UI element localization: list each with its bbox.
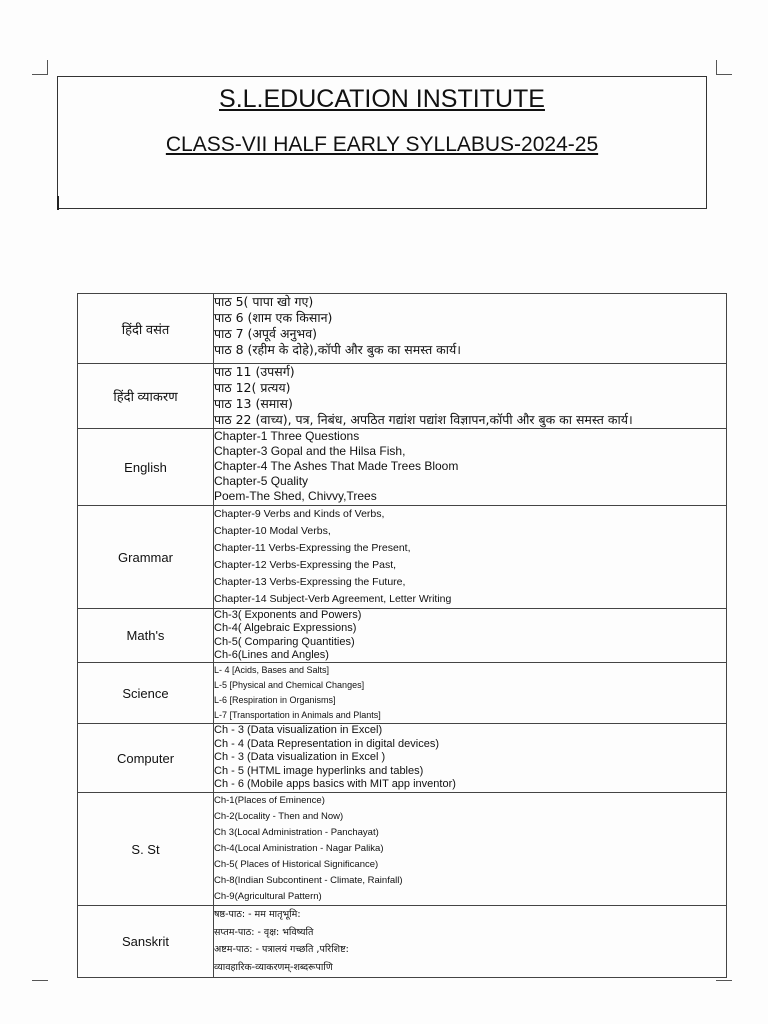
list-item: Chapter-10 Modal Verbs, bbox=[214, 525, 331, 537]
list-item: Poem-The Shed, Chivvy,Trees bbox=[214, 489, 377, 503]
subject-items bbox=[214, 506, 727, 609]
list-item: अष्टम-पाठ: - पत्रालयं गच्छति ,परिशिष्ट: bbox=[214, 944, 349, 956]
syllabus-table bbox=[77, 293, 727, 978]
list-item: पाठ 5( पापा खो गए) bbox=[214, 294, 314, 309]
list-item: पाठ 22 (वाच्य), पत्र, निबंध, अपठित गद्यांश पद्यांश विज्ञापन,कॉपी और बुक का समस्त कार्य। bbox=[214, 412, 633, 427]
subject-items bbox=[214, 724, 727, 793]
list-item: षष्ठ-पाठ: - मम मातृभूमि: bbox=[214, 909, 301, 921]
list-item: L-6 [Respiration in Organisms] bbox=[214, 695, 336, 706]
table-row bbox=[78, 793, 727, 906]
subject-items bbox=[214, 364, 727, 429]
table-row bbox=[78, 663, 727, 724]
header-box bbox=[57, 76, 707, 209]
list-item: व्यावहारिक-व्याकरणम्-शब्दरूपाणि bbox=[214, 961, 333, 973]
institute-title: S.L.EDUCATION INSTITUTE bbox=[219, 85, 545, 113]
list-item: Chapter-11 Verbs-Expressing the Present, bbox=[214, 542, 411, 554]
subject-items bbox=[214, 294, 727, 364]
list-item: पाठ 12( प्रत्यय) bbox=[214, 380, 291, 395]
table-row bbox=[78, 294, 727, 364]
table-row bbox=[78, 429, 727, 506]
subject-name: Sanskrit bbox=[78, 906, 214, 978]
table-row bbox=[78, 724, 727, 793]
subject-items bbox=[214, 609, 727, 663]
list-item: पाठ 7 (अपूर्व अनुभव) bbox=[214, 326, 318, 341]
list-item: Chapter-14 Subject-Verb Agreement, Letter Writing bbox=[214, 593, 452, 605]
list-item: L-7 [Transportation in Animals and Plants] bbox=[214, 710, 381, 721]
subject-name: हिंदी व्याकरण bbox=[78, 364, 214, 429]
list-item: Ch-5( Comparing Quantities) bbox=[214, 635, 355, 648]
table-row bbox=[78, 609, 727, 663]
list-item: L- 4 [Acids, Bases and Salts] bbox=[214, 665, 330, 676]
list-item: Ch-8(Indian Subcontinent - Climate, Rainfall) bbox=[214, 874, 403, 886]
list-item: Chapter-3 Gopal and the Hilsa Fish, bbox=[214, 444, 406, 458]
list-item: पाठ 13 (समास) bbox=[214, 396, 293, 411]
list-item: पाठ 11 (उपसर्ग) bbox=[214, 364, 295, 379]
crop-mark bbox=[32, 980, 48, 981]
list-item: L-5 [Physical and Chemical Changes] bbox=[214, 680, 365, 691]
subject-name: S. St bbox=[78, 793, 214, 906]
list-item: Ch-9(Agricultural Pattern) bbox=[214, 890, 322, 902]
list-item: Ch - 3 (Data visualization in Excel) bbox=[214, 724, 383, 737]
list-item: Ch-2(Locality - Then and Now) bbox=[214, 811, 344, 823]
subject-name: हिंदी वसंत bbox=[78, 294, 214, 364]
subject-items bbox=[214, 429, 727, 506]
list-item: Chapter-9 Verbs and Kinds of Verbs, bbox=[214, 508, 385, 520]
subject-name: Computer bbox=[78, 724, 214, 793]
crop-mark bbox=[32, 74, 48, 75]
text-cursor bbox=[57, 196, 59, 210]
list-item: Ch-4( Algebraic Expressions) bbox=[214, 622, 357, 635]
list-item: Ch - 5 (HTML image hyperlinks and tables) bbox=[214, 764, 424, 777]
subject-items bbox=[214, 663, 727, 724]
table-row bbox=[78, 364, 727, 429]
list-item: Ch - 3 (Data visualization in Excel ) bbox=[214, 751, 386, 764]
subject-name: English bbox=[78, 429, 214, 506]
crop-mark bbox=[716, 980, 732, 981]
list-item: Ch-4(Local Aministration - Nagar Palika) bbox=[214, 842, 384, 854]
list-item: Chapter-12 Verbs-Expressing the Past, bbox=[214, 559, 397, 571]
subject-items bbox=[214, 793, 727, 906]
table-row bbox=[78, 506, 727, 609]
crop-mark bbox=[47, 60, 48, 75]
list-item: पाठ 6 (शाम एक किसान) bbox=[214, 310, 333, 325]
list-item: Chapter-4 The Ashes That Made Trees Bloom bbox=[214, 459, 459, 473]
list-item: पाठ 8 (रहीम के दोहे),कॉपी और बुक का समस्त कार्य। bbox=[214, 342, 462, 357]
subject-name: Science bbox=[78, 663, 214, 724]
crop-mark bbox=[716, 74, 732, 75]
subject-name: Grammar bbox=[78, 506, 214, 609]
list-item: Chapter-1 Three Questions bbox=[214, 429, 360, 443]
list-item: Ch - 4 (Data Representation in digital devices) bbox=[214, 737, 440, 750]
crop-mark bbox=[716, 60, 717, 75]
list-item: Ch-6(Lines and Angles) bbox=[214, 648, 329, 661]
list-item: Chapter-13 Verbs-Expressing the Future, bbox=[214, 576, 406, 588]
syllabus-title: CLASS-VII HALF EARLY SYLLABUS-2024-25 bbox=[165, 133, 599, 156]
subject-items bbox=[214, 906, 727, 978]
list-item: Ch 3(Local Administration - Panchayat) bbox=[214, 827, 379, 838]
subject-name: Math's bbox=[78, 609, 214, 663]
table-row bbox=[78, 906, 727, 978]
list-item: Ch-1(Places of Eminence) bbox=[214, 795, 325, 807]
list-item: Chapter-5 Quality bbox=[214, 474, 309, 488]
list-item: Ch-5( Places of Historical Significance) bbox=[214, 858, 379, 870]
list-item: Ch-3( Exponents and Powers) bbox=[214, 609, 362, 621]
list-item: Ch - 6 (Mobile apps basics with MIT app inventor) bbox=[214, 778, 456, 791]
list-item: सप्तम-पाठ: - वृक्ष: भविष्यति bbox=[214, 926, 314, 938]
